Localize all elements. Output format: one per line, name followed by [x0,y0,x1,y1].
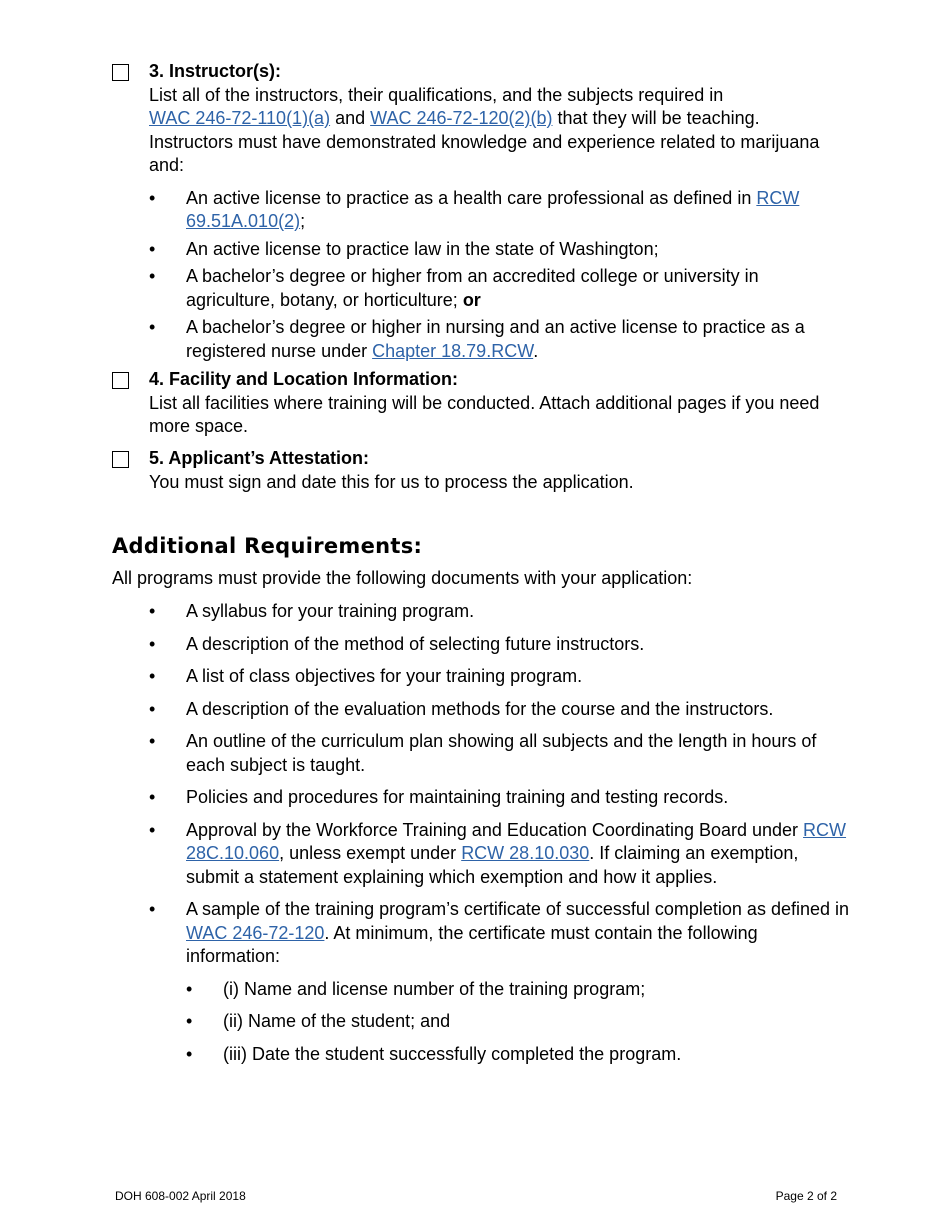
list-item: • An outline of the curriculum plan showing all subjects and the length in hours of each subject is taught. [149,731,817,775]
instructors-description: List all of the instructors, their qualifications, and the subjects required in WAC 246-72-110(1)(a) and WAC 246-72-120(2)(b) that they will be teaching. Instructors must have demonstrated knowledge and experience related to marijuana and: [149,84,820,175]
list-item: • A list of class objectives for your training program. [149,666,583,686]
rcw-69-link[interactable]: RCW 69.51A.010(2) [186,187,800,231]
instructor-qualifications-list [149,187,849,364]
additional-requirements-intro: All programs must provide the following documents with your application: [112,568,693,588]
certificate-info-list [186,978,849,1067]
list-item: • Policies and procedures for maintaining training and testing records. [149,787,729,807]
attestation-description: You must sign and date this for us to process the application. [149,471,634,492]
attestation-content [149,447,849,494]
list-item: • A description of the evaluation methods for the course and the instructors. [149,698,774,719]
additional-requirements-heading: Additional Requirements: [112,534,423,558]
instructors-checkbox[interactable] [112,64,129,81]
attestation-title: 5. Applicant’s Attestation: [149,448,370,468]
facility-description: List all facilities where training will be conducted. Attach additional pages if you need more space. [149,392,820,436]
list-item: • A description of the method of selecting future instructors. [149,633,645,654]
wac-120-link[interactable]: WAC 246-72-120(2)(b) [370,108,553,128]
list-item: • A sample of the training program’s certificate of successful completion as defined in WAC 246-72-120. At minimum, the certificate must contain the following information: • (i) Name and license number of the training program; • (ii) Name of the student; and • (iii) Date the student successfully completed the program. [149,898,849,1066]
list-item: • Approval by the Workforce Training and Education Coordinating Board under RCW 28C.10.060, unless exempt under RCW 28.10.030. If claiming an exemption, submit a statement explaining which exemption and how it applies. [149,819,847,887]
wac-110-link[interactable]: WAC 246-72-110(1)(a) [149,108,331,128]
rcw-28c-link[interactable]: RCW 28C.10.060 [186,819,847,863]
page-number: Page 2 of 2 [775,1189,837,1203]
list-item: • (iii) Date the student successfully completed the program. [186,1043,682,1064]
form-identifier: DOH 608-002 April 2018 [115,1189,246,1203]
additional-requirements-list [149,600,849,1066]
facility-title: 4. Facility and Location Information: [149,369,459,389]
list-item: • An active license to practice law in the state of Washington; [149,238,659,259]
list-item: • (i) Name and license number of the training program; [186,978,646,999]
list-item: • An active license to practice as a health care professional as defined in RCW 69.51A.010(2); [149,187,800,231]
attestation-checkbox[interactable] [112,451,129,468]
list-item: • A bachelor’s degree or higher in nursing and an active license to practice as a registered nurse under Chapter 18.79.RCW. [149,317,805,361]
list-item: • (ii) Name of the student; and [186,1011,451,1031]
list-item: • A syllabus for your training program. [149,601,475,621]
instructors-title: 3. Instructor(s): [149,61,282,81]
facility-content [149,368,849,439]
wac-246-72-120-link[interactable]: WAC 246-72-120 [186,922,325,943]
facility-checkbox[interactable] [112,372,129,389]
rcw-28-link[interactable]: RCW 28.10.030 [461,843,590,863]
instructors-content [149,60,849,363]
chapter-18-79-link[interactable]: Chapter 18.79.RCW [372,340,534,361]
list-item: • A bachelor’s degree or higher from an accredited college or university in agriculture, botany, or horticulture; or [149,266,759,310]
